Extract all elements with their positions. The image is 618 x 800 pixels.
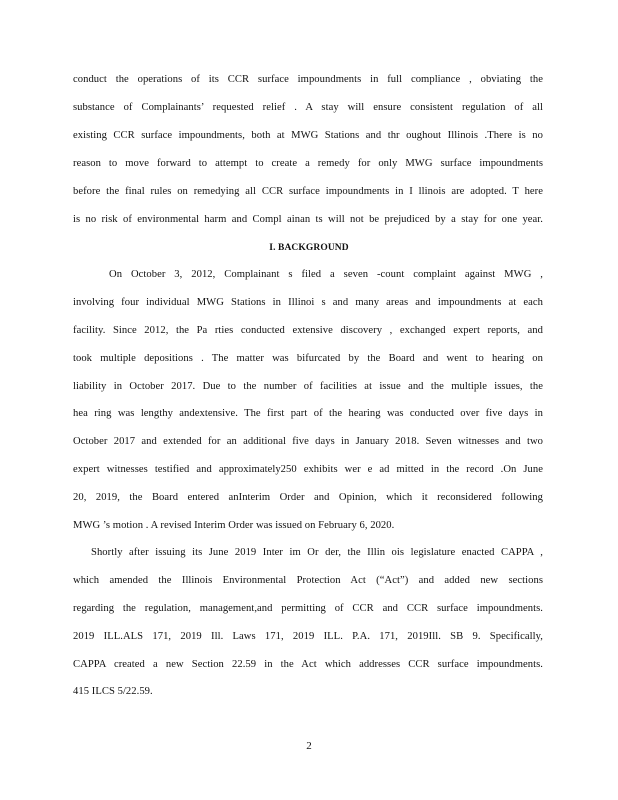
text-line: which amended the Illinois Environmental Protection Act (“Act”) and added new sections — [73, 575, 543, 586]
text-line: On October 3, 2012, Complainant s filed a seven -count complaint against MWG , — [109, 269, 543, 280]
text-line: existing CCR surface impoundments, both at MWG Stations and thr oughout Illinois .There is no — [73, 130, 543, 141]
text-line: substance of Complainants’ requested relief . A stay will ensure consistent regulation of all — [73, 102, 543, 113]
text-line: CAPPA created a new Section 22.59 in the Act which addresses CCR surface impoundments. — [73, 659, 543, 670]
page-number: 2 — [306, 740, 312, 752]
text-line: reason to move forward to attempt to create a remedy for only MWG surface impoundments — [73, 158, 543, 169]
text-line: conduct the operations of its CCR surface impoundments in full compliance , obviating the — [73, 74, 543, 85]
text-line: regarding the regulation, management,and permitting of CCR and CCR surface impoundments. — [73, 603, 543, 614]
text-line: before the final rules on remedying all CCR surface impoundments in I llinois are adopted. T here — [73, 186, 543, 197]
text-line: 415 ILCS 5/22.59. — [73, 686, 153, 697]
text-line: expert witnesses testified and approximately250 exhibits wer e ad mitted in the record .On June — [73, 464, 543, 475]
text-line: liability in October 2017. Due to the number of facilities at issue and the multiple issues, the — [73, 381, 543, 392]
text-line: 2019 ILL.ALS 171, 2019 Ill. Laws 171, 2019 ILL. P.A. 171, 2019Ill. SB 9. Specifically, — [73, 631, 543, 642]
text-line: 20, 2019, the Board entered anInterim Order and Opinion, which it reconsidered following — [73, 492, 543, 503]
text-line: October 2017 and extended for an additional five days in January 2018. Seven witnesses and two — [73, 436, 543, 447]
text-line: is no risk of environmental harm and Compl ainan ts will not be prejudiced by a stay for one year. — [73, 214, 543, 225]
section-heading-background: I. BACKGROUND — [269, 243, 349, 253]
text-line: hea ring was lengthy andextensive. The first part of the hearing was conducted over five days in — [73, 408, 543, 419]
text-line: took multiple depositions . The matter was bifurcated by the Board and went to hearing on — [73, 353, 543, 364]
text-line: facility. Since 2012, the Pa rties conducted extensive discovery , exchanged expert reports, and — [73, 325, 543, 336]
text-line: Shortly after issuing its June 2019 Inter im Or der, the Illin ois legislature enacted CAPPA , — [91, 547, 543, 558]
text-line: involving four individual MWG Stations in Illinoi s and many areas and impoundments at each — [73, 297, 543, 308]
text-line: MWG ’s motion . A revised Interim Order was issued on February 6, 2020. — [73, 520, 395, 531]
